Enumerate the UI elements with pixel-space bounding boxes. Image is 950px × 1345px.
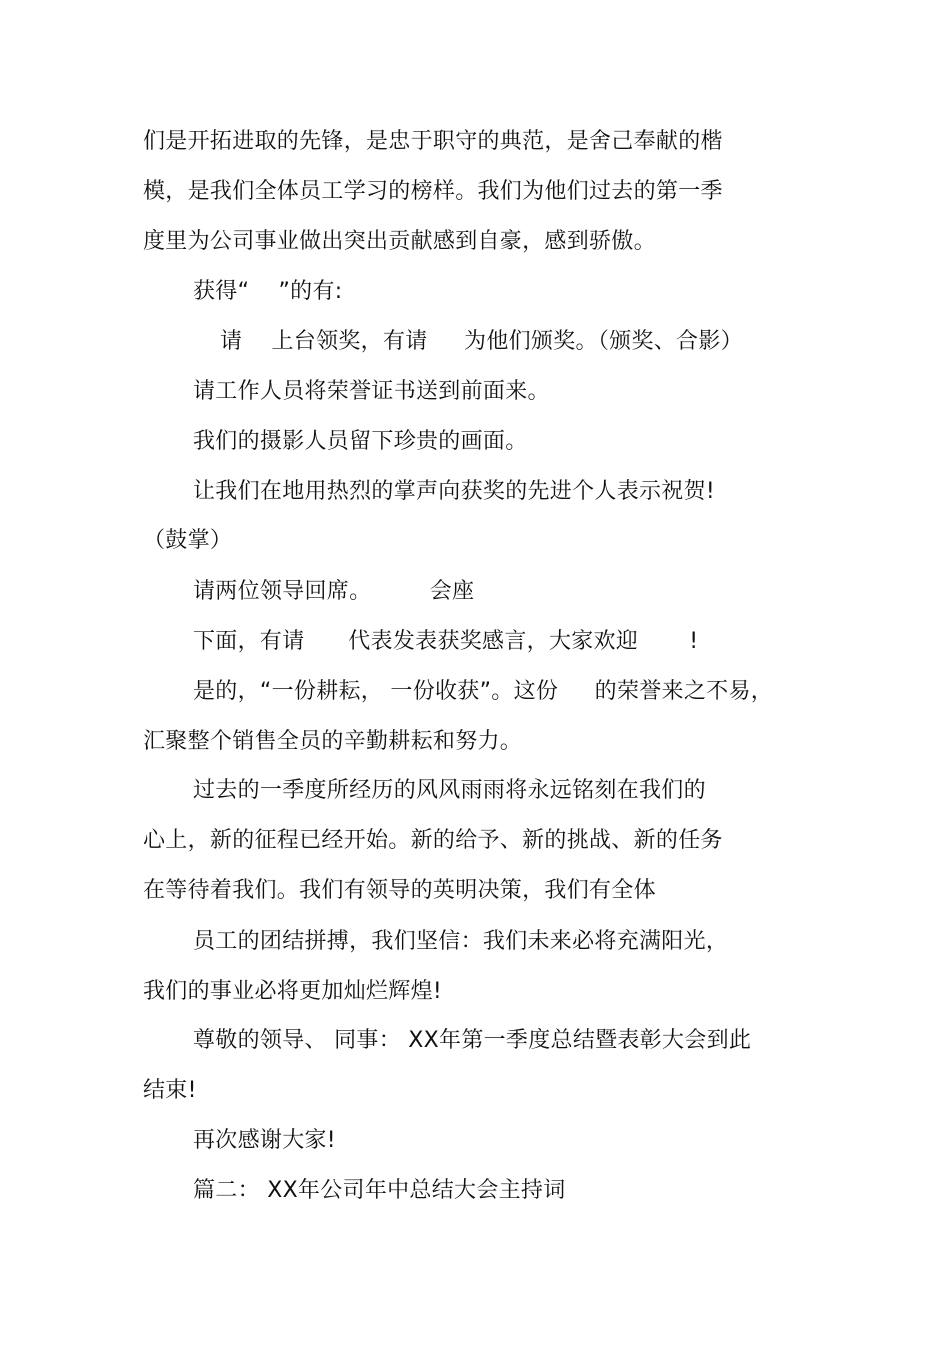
text-line: 下面，有请 代表发表获奖感言，大家欢迎 ! <box>193 629 699 654</box>
text-line: 获得“ ”的有: <box>193 279 343 304</box>
text-line: 让我们在地用热烈的掌声向获奖的先进个人表示祝贺! <box>193 479 716 504</box>
text-line: 请 上台领奖，有请 为他们颁奖。（颁奖、合影） <box>220 329 743 354</box>
text-line: 们是开拓进取的先锋，是忠于职守的典范，是舍己奉献的楷 <box>143 129 723 154</box>
text-line: 过去的一季度所经历的风风雨雨将永远铭刻在我们的 <box>193 778 706 803</box>
text-line: 模，是我们全体员工学习的榜样。我们为他们过去的第一季 <box>143 179 723 204</box>
text-line: 请两位领导回席。 会座 <box>193 579 475 604</box>
text-line: 尊敬的领导、 同事： XX年第一季度总结暨表彰大会到此 <box>193 1028 752 1053</box>
text-line: 再次感谢大家! <box>193 1128 336 1153</box>
text-line: 度里为公司事业做出突出贡献感到自豪，感到骄傲。 <box>143 229 656 254</box>
text-line: 在等待着我们。我们有领导的英明决策，我们有全体 <box>143 878 656 903</box>
text-line: 结束! <box>143 1078 197 1103</box>
text-line: 是的，“一份耕耘， 一份收获”。这份 的荣誉来之不易， <box>193 679 774 704</box>
section-heading: 篇二： XX年公司年中总结大会主持词 <box>193 1178 566 1203</box>
text-line: （鼓掌） <box>143 528 233 553</box>
text-line: 我们的摄影人员留下珍贵的画面。 <box>193 429 528 454</box>
text-line: 我们的事业必将更加灿烂辉煌! <box>143 979 443 1004</box>
text-line: 员工的团结拼搏，我们坚信：我们未来必将充满阳光， <box>193 929 729 954</box>
text-line: 请工作人员将荣誉证书送到前面来。 <box>193 379 550 404</box>
text-line: 汇聚整个销售全员的辛勤耕耘和努力。 <box>143 729 523 754</box>
text-line: 心上，新的征程已经开始。新的给予、新的挑战、新的任务 <box>143 828 723 853</box>
